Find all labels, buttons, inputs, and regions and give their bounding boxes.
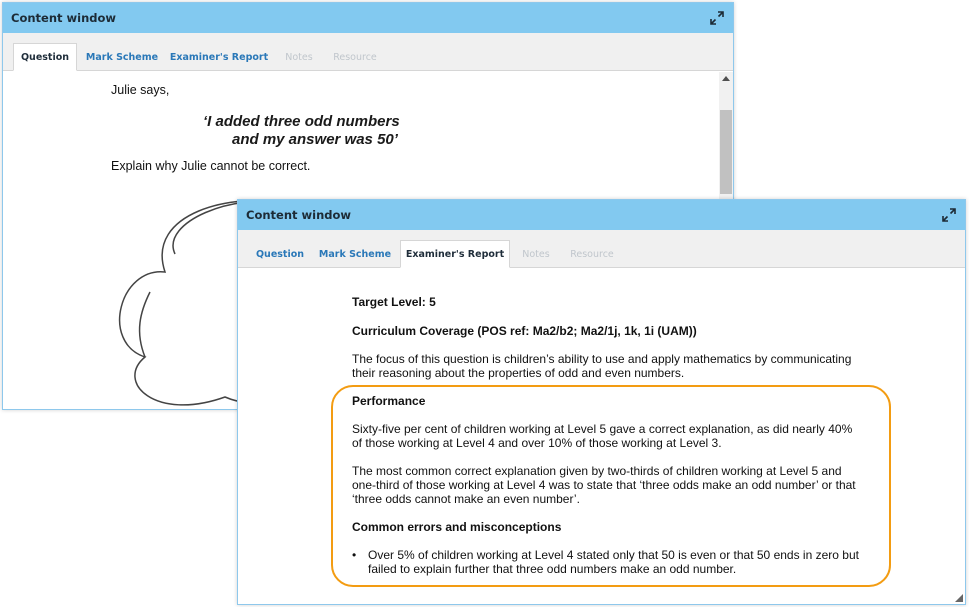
curriculum-coverage: Curriculum Coverage (POS ref: Ma2/b2; Ma2/1j, 1k, 1i (UAM)): [352, 324, 697, 338]
tab-question[interactable]: Question: [255, 248, 305, 260]
performance-p2-line2: one-third of those working at Level 4 was to state that ‘three odds make an odd number’ or that: [352, 478, 856, 492]
expand-icon[interactable]: [941, 207, 957, 223]
tab-mark-scheme[interactable]: Mark Scheme: [318, 248, 392, 260]
tab-question[interactable]: Question: [13, 43, 77, 71]
performance-p1-line1: Sixty-five per cent of children working at Level 5 gave a correct explanation, as did nearly 40%: [352, 422, 853, 436]
errors-bullet-line1: Over 5% of children working at Level 4 stated only that 50 is even or that 50 ends in zero but: [368, 548, 859, 562]
bullet-icon: •: [352, 548, 357, 562]
question-quote-line2: and my answer was 50’: [232, 131, 398, 148]
performance-p2-line1: The most common correct explanation given by two-thirds of children working at Level 5 and: [352, 464, 842, 478]
tab-resource: Resource: [570, 248, 614, 260]
tab-resource: Resource: [333, 51, 377, 63]
performance-p1-line2: of those working at Level 4 and over 10% of those working at Level 3.: [352, 436, 722, 450]
performance-heading: Performance: [352, 394, 426, 408]
scroll-up-arrow-icon[interactable]: [722, 76, 730, 81]
target-level: Target Level: 5: [352, 295, 436, 309]
expand-icon[interactable]: [709, 10, 725, 26]
tab-notes: Notes: [522, 248, 550, 260]
report-content: [238, 269, 965, 604]
question-quote-line1: ‘I added three odd numbers: [203, 113, 400, 130]
tab-examiners-report[interactable]: Examiner's Report: [169, 51, 269, 63]
question-intro: Julie says,: [111, 83, 170, 97]
focus-line2: their reasoning about the properties of odd and even numbers.: [352, 366, 685, 380]
content-window-front: [237, 199, 966, 605]
title-bar[interactable]: [238, 200, 965, 230]
errors-bullet-line2: failed to explain further that three odd numbers make an odd number.: [368, 562, 737, 576]
scroll-thumb[interactable]: [720, 110, 732, 194]
tab-bar: [238, 230, 965, 268]
performance-p2-line3: ‘three odds cannot make an even number’.: [352, 492, 580, 506]
resize-grip-icon[interactable]: [955, 594, 963, 602]
tab-mark-scheme[interactable]: Mark Scheme: [85, 51, 159, 63]
window-title: Content window: [246, 208, 352, 222]
question-prompt: Explain why Julie cannot be correct.: [111, 159, 311, 173]
tab-bar: [3, 33, 733, 71]
tab-examiners-report[interactable]: Examiner's Report: [400, 240, 510, 268]
window-title: Content window: [11, 11, 117, 25]
title-bar[interactable]: [3, 3, 733, 33]
tab-notes: Notes: [285, 51, 313, 63]
errors-heading: Common errors and misconceptions: [352, 520, 562, 534]
focus-line1: The focus of this question is children’s ability to use and apply mathematics by communicating: [352, 352, 852, 366]
